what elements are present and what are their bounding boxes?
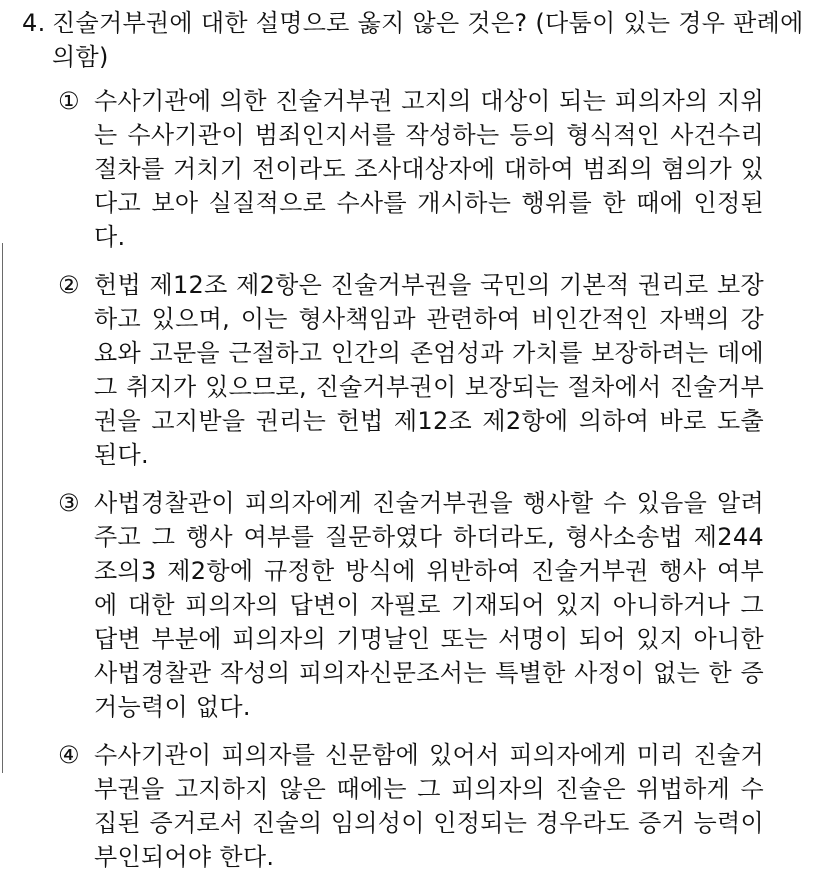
option-3 (58, 486, 812, 724)
exam-question (22, 6, 812, 888)
option-3-text: 사법경찰관이 피의자에게 진술거부권을 행사할 수 있음을 알려 주고 그 행사 여부를 질문하였다 하더라도, 형사소송법 제244조의3 제2항에 규정한 방식에 위반하여 진술거부권 행사 여부에 대한 피의자의 답변이 자필로 기재되어 있지 아니하거나 그 답변 부분에 피의자의 기명날인 또는 서명이 되어 있지 아니한 사법경찰관 작성의 피의자신문조서는 특별한 사정이 없는 한 증거능력이 없다. (94, 489, 764, 721)
margin-rule (2, 243, 3, 773)
option-4 (58, 738, 812, 874)
option-2-marker: ② (58, 271, 80, 299)
option-1 (58, 84, 812, 254)
question-text: 진술거부권에 대한 설명으로 옳지 않은 것은? (다툼이 있는 경우 판례에 의함) (52, 9, 804, 71)
question-stem (22, 6, 812, 74)
option-4-text: 수사기관이 피의자를 신문함에 있어서 피의자에게 미리 진술거부권을 고지하지 않은 때에는 그 피의자의 진술은 위법하게 수집된 증거로서 진술의 임의성이 인정되는 경우라도 증거 능력이 부인되어야 한다. (94, 741, 764, 871)
option-1-text: 수사기관에 의한 진술거부권 고지의 대상이 되는 피의자의 지위는 수사기관이 범죄인지서를 작성하는 등의 형식적인 사건수리 절차를 거치기 전이라도 조사대상자에 대하여 범죄의 혐의가 있다고 보아 실질적으로 수사를 개시하는 행위를 한 때에 인정된다. (94, 87, 764, 251)
option-1-marker: ① (58, 87, 80, 115)
question-number: 4. (22, 9, 46, 37)
option-4-marker: ④ (58, 741, 80, 769)
option-2 (58, 268, 812, 472)
option-3-marker: ③ (58, 489, 80, 517)
option-2-text: 헌법 제12조 제2항은 진술거부권을 국민의 기본적 권리로 보장하고 있으며, 이는 형사책임과 관련하여 비인간적인 자백의 강요와 고문을 근절하고 인간의 존엄성과 가치를 보장하려는 데에 그 취지가 있으므로, 진술거부권이 보장되는 절차에서 진술거부권을 고지받을 권리는 헌법 제12조 제2항에 의하여 바로 도출된다. (94, 271, 764, 469)
answer-options (22, 84, 812, 874)
